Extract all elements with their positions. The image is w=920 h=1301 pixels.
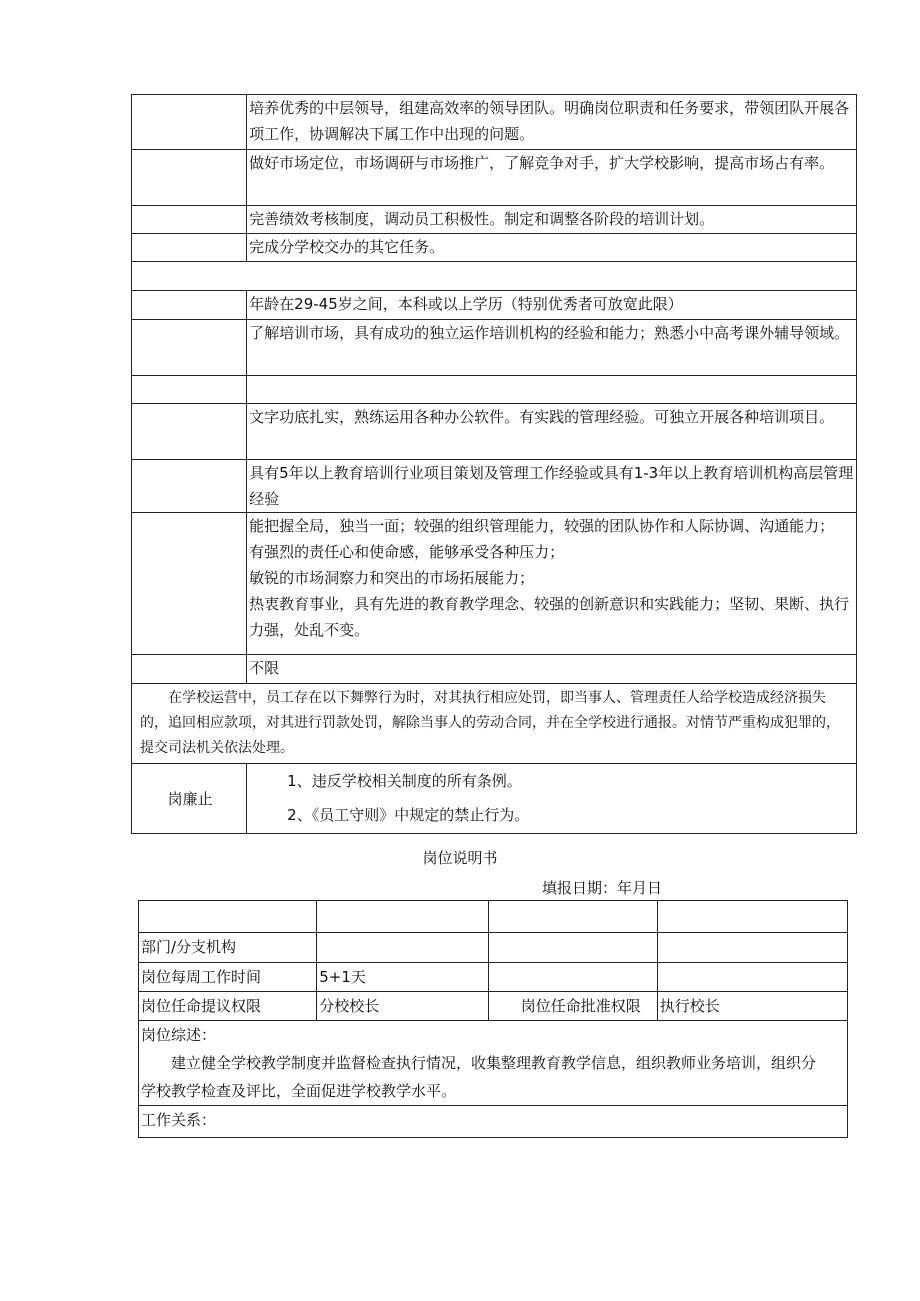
quality-1: 能把握全局，独当一面；较强的组织管理能力，较强的团队协作和人际协调、沟通能力； bbox=[249, 517, 835, 535]
prohibition-1: 1、违反学校相关制度的所有条例。 bbox=[287, 772, 522, 790]
section-header-empty bbox=[132, 262, 857, 291]
label-cell bbox=[132, 655, 247, 684]
empty-cell bbox=[317, 901, 489, 933]
summary-text: 建立健全学校教学制度并监督检查执行情况，收集整理教育教学信息，组织教师业务培训，组织分学校教学检查及评比，全面促进学校教学水平。 bbox=[141, 1054, 817, 1100]
empty-cell bbox=[657, 933, 847, 963]
nominate-value: 分校校长 bbox=[317, 992, 489, 1021]
relations-label: 工作关系： bbox=[139, 1106, 848, 1138]
label-cell bbox=[132, 320, 247, 376]
label-cell bbox=[132, 376, 247, 404]
empty-cell bbox=[657, 901, 847, 933]
empty-cell bbox=[489, 901, 657, 933]
quality-4: 热衷教育事业，具有先进的教育教学理念、较强的创新意识和实践能力；坚韧、果断、执行力强，处乱不变。 bbox=[249, 595, 850, 639]
hours-value: 5+1天 bbox=[317, 963, 489, 992]
nominate-label: 岗位任命提议权限 bbox=[139, 992, 317, 1021]
empty-cell bbox=[489, 933, 657, 963]
qualities bbox=[247, 513, 857, 655]
label-cell bbox=[132, 460, 247, 513]
summary-cell bbox=[139, 1021, 848, 1106]
document-title: 岗位说明书 bbox=[422, 849, 498, 867]
job-description-form bbox=[138, 900, 848, 1138]
penalty-paragraph: 在学校运营中，员工存在以下舞弊行为时，对其执行相应处罚，即当事人、管理责任人给学校造成经济损失的，追回相应款项，对其进行罚款处罚，解除当事人的劳动合同，并在全学校进行通报。对情节严重构成犯罪的，提交司法机关依法处理。 bbox=[132, 684, 857, 764]
prohibitions-label: 岗廉止 bbox=[132, 764, 247, 834]
label-cell bbox=[132, 513, 247, 655]
dept-value bbox=[317, 933, 489, 963]
quality-3: 敏锐的市场洞察力和突出的市场拓展能力； bbox=[249, 569, 535, 587]
empty-cell bbox=[139, 901, 317, 933]
prohibition-2: 2、《员工守则》中规定的禁止行为。 bbox=[287, 806, 530, 824]
experience: 具有5年以上教育培训行业项目策划及管理工作经验或具有1-3年以上教育培训机构高层管理经验 bbox=[247, 460, 857, 513]
label-cell bbox=[132, 404, 247, 460]
approve-label: 岗位任命批准权限 bbox=[489, 992, 657, 1021]
hours-label: 岗位每周工作时间 bbox=[139, 963, 317, 992]
duty-1: 培养优秀的中层领导，组建高效率的领导团队。明确岗位职责和任务要求，带领团队开展各项工作，协调解决下属工作中出现的问题。 bbox=[247, 95, 857, 150]
label-cell bbox=[132, 234, 247, 262]
skills: 文字功底扎实，熟练运用各种办公软件。有实践的管理经验。可独立开展各种培训项目。 bbox=[247, 404, 857, 460]
quality-2: 有强烈的责任心和使命感，能够承受各种压力； bbox=[249, 543, 565, 561]
duty-3: 完善绩效考核制度，调动员工积极性。制定和调整各阶段的培训计划。 bbox=[247, 206, 857, 234]
label-cell bbox=[132, 291, 247, 320]
age-education: 年龄在29-45岁之间，本科或以上学历（特别优秀者可放宽此限） bbox=[247, 291, 857, 320]
empty-cell bbox=[247, 376, 857, 404]
dept-label: 部门/分支机构 bbox=[139, 933, 317, 963]
prohibitions-list bbox=[247, 764, 857, 834]
duty-2: 做好市场定位，市场调研与市场推广，了解竞争对手，扩大学校影响，提高市场占有率。 bbox=[247, 150, 857, 206]
label-cell bbox=[132, 150, 247, 206]
empty-cell bbox=[657, 963, 847, 992]
other-requirements: 不限 bbox=[247, 655, 857, 684]
job-requirements-table bbox=[131, 94, 857, 834]
summary-label: 岗位综述： bbox=[141, 1026, 217, 1044]
label-cell bbox=[132, 206, 247, 234]
approve-value: 执行校长 bbox=[657, 992, 847, 1021]
knowledge: 了解培训市场，具有成功的独立运作培训机构的经验和能力；熟悉小中高考课外辅导领域。 bbox=[247, 320, 857, 376]
label-cell bbox=[132, 95, 247, 150]
duty-4: 完成分学校交办的其它任务。 bbox=[247, 234, 857, 262]
empty-cell bbox=[489, 963, 657, 992]
fill-date: 填报日期：年月日 bbox=[542, 879, 663, 897]
